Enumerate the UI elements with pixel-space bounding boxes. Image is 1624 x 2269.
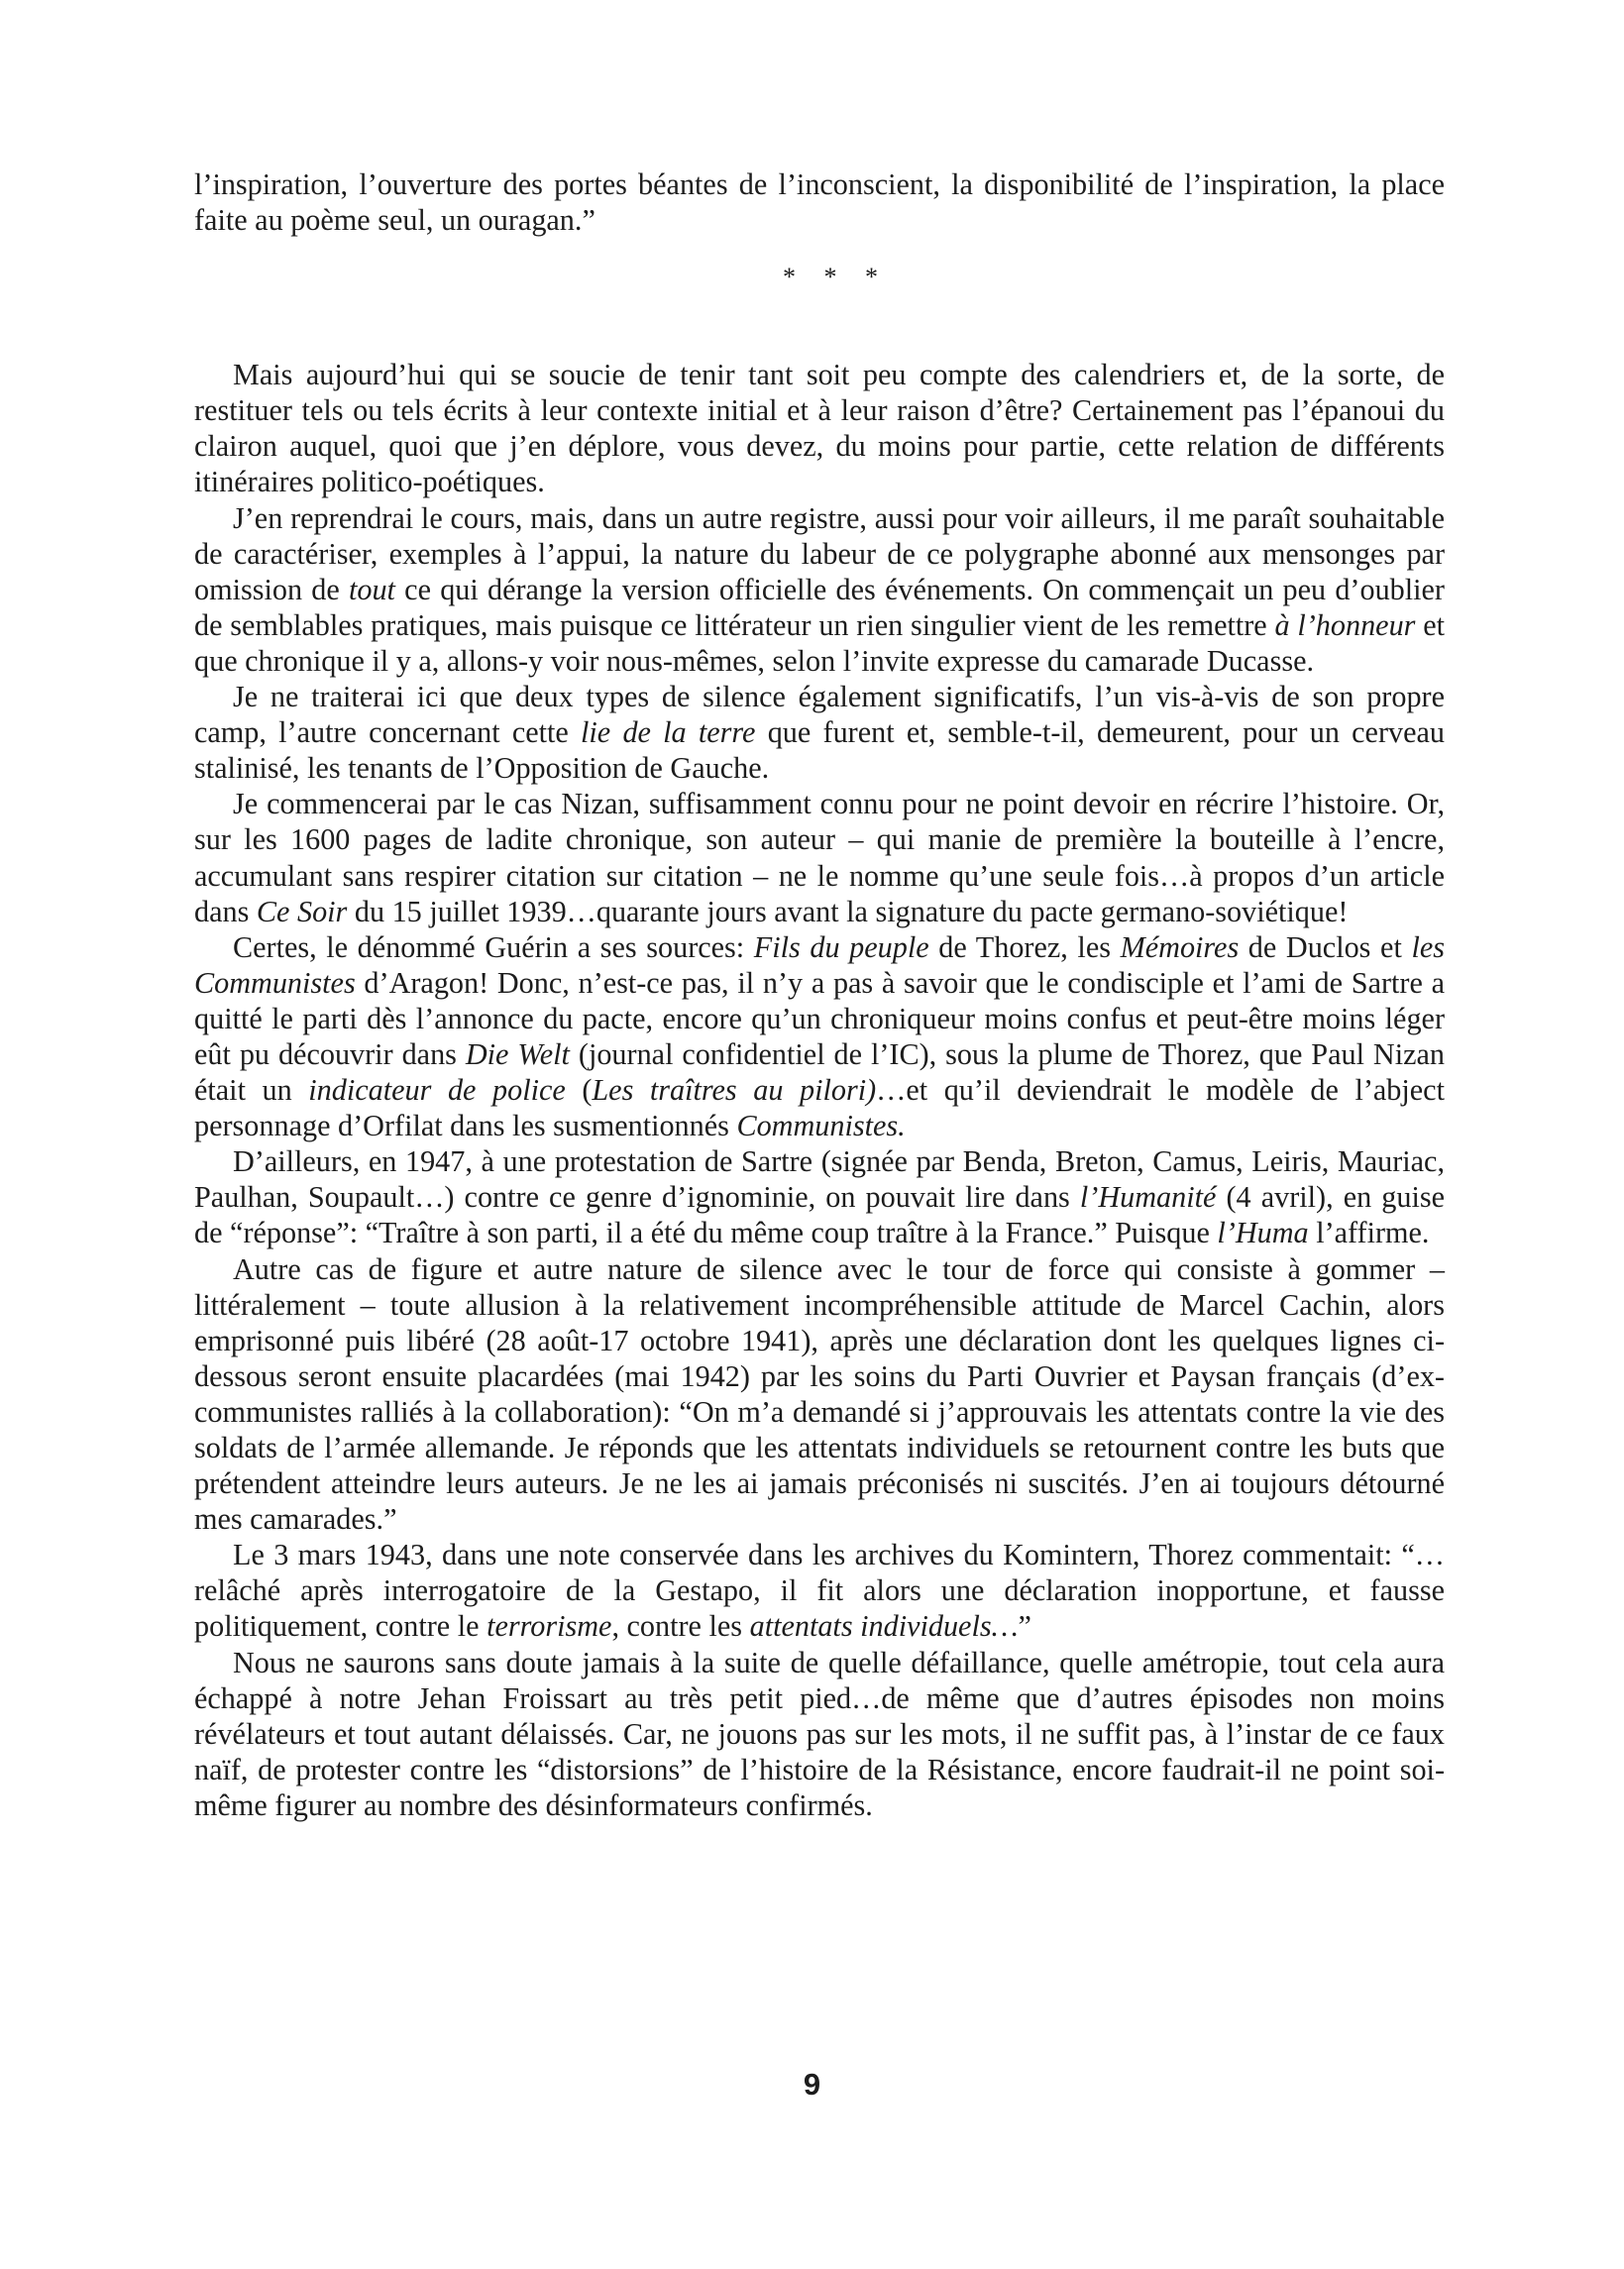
page-body <box>194 166 1445 1823</box>
text-run: d’Aragon! Donc, n’est-ce pas, il n’y a pas à savoir que le condisciple et l’ami de Sartre a quitté le parti dès l’annonce du pacte, encore qu’un chroniqueur moins confus et peut-être moins léger eût pu découvrir dans <box>194 965 1445 1071</box>
text-run: l’affirme. <box>1308 1216 1430 1250</box>
text-run: Nous ne saurons sans doute jamais à la suite de quelle défaillance, quelle amétropie, tout cela aura échappé à notre Jehan Froissart au très petit pied…de même que d’autres épisodes non moins révélateurs et tout autant délaissés. Car, ne jouons pas sur les mots, il ne suffit pas, à l’instar de ce faux naïf, de protester contre les “distorsions” de l’histoire de la Résistance, encore faudrait-il ne point soi-même figurer au nombre des désinformateurs confirmés. <box>194 1645 1445 1822</box>
text-run: ” <box>1018 1609 1031 1644</box>
text-run: que furent et, semble-t-il, demeurent, pour un cerveau stalinisé, les tenants de l’Opposition de Gauche. <box>194 715 1445 786</box>
text-run: du 15 juillet 1939…quarante jours avant la signature du pacte germano-soviétique! <box>347 894 1349 928</box>
italic-text: attentats individuels… <box>749 1609 1019 1644</box>
italic-text: tout <box>348 572 395 606</box>
italic-text: Ce Soir <box>256 894 348 928</box>
text-run: l’inspiration, l’ouverture des portes béantes de l’inconscient, la disponibilité de l’inspiration, la place faite au poème seul, un ouragan.” <box>194 167 1445 238</box>
italic-text: indicateur de police <box>308 1073 566 1108</box>
paragraph-9 <box>194 1537 1445 1644</box>
paragraph-10 <box>194 1645 1445 1823</box>
text-run: et que chronique il y a, allons-y voir nous-mêmes, selon l’invite expresse du camarade Ducasse. <box>194 607 1445 678</box>
text-run: , contre les <box>611 1609 750 1644</box>
text-run: ( <box>565 1073 593 1108</box>
paragraph-1 <box>194 166 1445 238</box>
italic-text: Mémoires <box>1120 929 1240 964</box>
text-run: de Duclos et <box>1239 929 1412 964</box>
text-run: Certes, le dénommé Guérin a ses sources: <box>233 929 754 964</box>
paragraph-3 <box>194 500 1445 679</box>
italic-text: à l’honneur <box>1274 607 1416 642</box>
italic-text: terrorisme <box>487 1609 612 1644</box>
text-run: Autre cas de figure et autre nature de silence avec le tour de force qui consiste à gommer – littéralement – toute allusion à la relativement incompréhensible attitude de Marcel Cachin, alors emprisonné puis libéré (28 août-17 octobre 1941), après une déclaration dont les quelques lignes ci-dessous seront ensuite placardées (mai 1942) par les soins du Parti Ouvrier et Paysan français (d’ex-communistes ralliés à la collaboration): “On m’a demandé si j’approuvais les attentats contre la vie des soldats de l’armée allemande. Je réponds que les attentats individuels se retournent contre les buts que prétendent atteindre leurs auteurs. Je ne les ai jamais préconisés ni suscités. J’en ai toujours détourné mes camarades.” <box>194 1251 1445 1537</box>
text-run: …et qu’il deviendrait le modèle de l’abject personnage d’Orfilat dans les susmentionnés <box>194 1073 1445 1143</box>
page-number: 9 <box>803 2067 821 2102</box>
italic-text: l’Humanité <box>1079 1180 1217 1215</box>
paragraph-7 <box>194 1143 1445 1250</box>
italic-text: Die Welt <box>465 1036 570 1071</box>
italic-text: Communistes. <box>736 1109 906 1143</box>
text-run: ce qui dérange la version officielle des événements. On commençait un peu d’oublier de semblables pratiques, mais puisque ce littérateur un rien singulier vient de les remettre <box>194 572 1445 642</box>
italic-text: l’Huma <box>1217 1216 1309 1250</box>
text-run: Je ne traiterai ici que deux types de silence également significatifs, l’un vis-à-vis de son propre camp, l’autre concernant cette <box>194 680 1445 750</box>
paragraph-5 <box>194 786 1445 928</box>
section-separator: * * * <box>783 263 878 292</box>
paragraph-2 <box>194 357 1445 499</box>
text-run: Je commencerai par le cas Nizan, suffisamment connu pour ne point devoir en récrire l’histoire. Or, sur les 1600 pages de ladite chronique, son auteur – qui manie de première la bouteille à l’encre, accumulant sans respirer citation sur citation – ne le nomme qu’une seule fois…à propos d’un article dans <box>194 787 1445 928</box>
paragraph-8 <box>194 1251 1445 1538</box>
text-run: D’ailleurs, en 1947, à une protestation de Sartre (signée par Benda, Breton, Camus, Leiris, Mauriac, Paulhan, Soupault…) contre ce genre d’ignominie, on pouvait lire dans <box>194 1144 1445 1215</box>
text-run: (journal confidentiel de l’IC), sous la plume de Thorez, que Paul Nizan était un <box>194 1036 1445 1108</box>
text-run: (4 avril), en guise de “réponse”: “Traître à son parti, il a été du même coup traître à la France.” Puisque <box>194 1180 1446 1250</box>
italic-text: Les traîtres au pilori) <box>592 1073 877 1108</box>
text-run: Le 3 mars 1943, dans une note conservée dans les archives du Komintern, Thorez commentait: “…relâché après interrogatoire de la Gestapo, il fit alors une déclaration inopportune, et fausse politiquement, contre le <box>194 1538 1445 1644</box>
paragraph-4 <box>194 679 1445 786</box>
italic-text: Fils du peuple <box>753 929 929 964</box>
text-run: Mais aujourd’hui qui se soucie de tenir tant soit peu compte des calendriers et, de la sorte, de restituer tels ou tels écrits à leur contexte initial et à leur raison d’être? Certainement pas l’épanoui du clairon auquel, quoi que j’en déplore, vous devez, du moins pour partie, cette relation de différents itinéraires politico-poétiques. <box>194 358 1445 499</box>
italic-text: lie de la terre <box>581 715 756 750</box>
italic-text: les Communistes <box>194 929 1445 1000</box>
text-run: de Thorez, les <box>928 929 1121 964</box>
text-run: J’en reprendrai le cours, mais, dans un autre registre, aussi pour voir ailleurs, il me paraît souhaitable de caractériser, exemples à l’appui, la nature du labeur de ce polygraphe abonné aux mensonges par omission de <box>194 500 1445 606</box>
paragraph-6 <box>194 929 1445 1144</box>
